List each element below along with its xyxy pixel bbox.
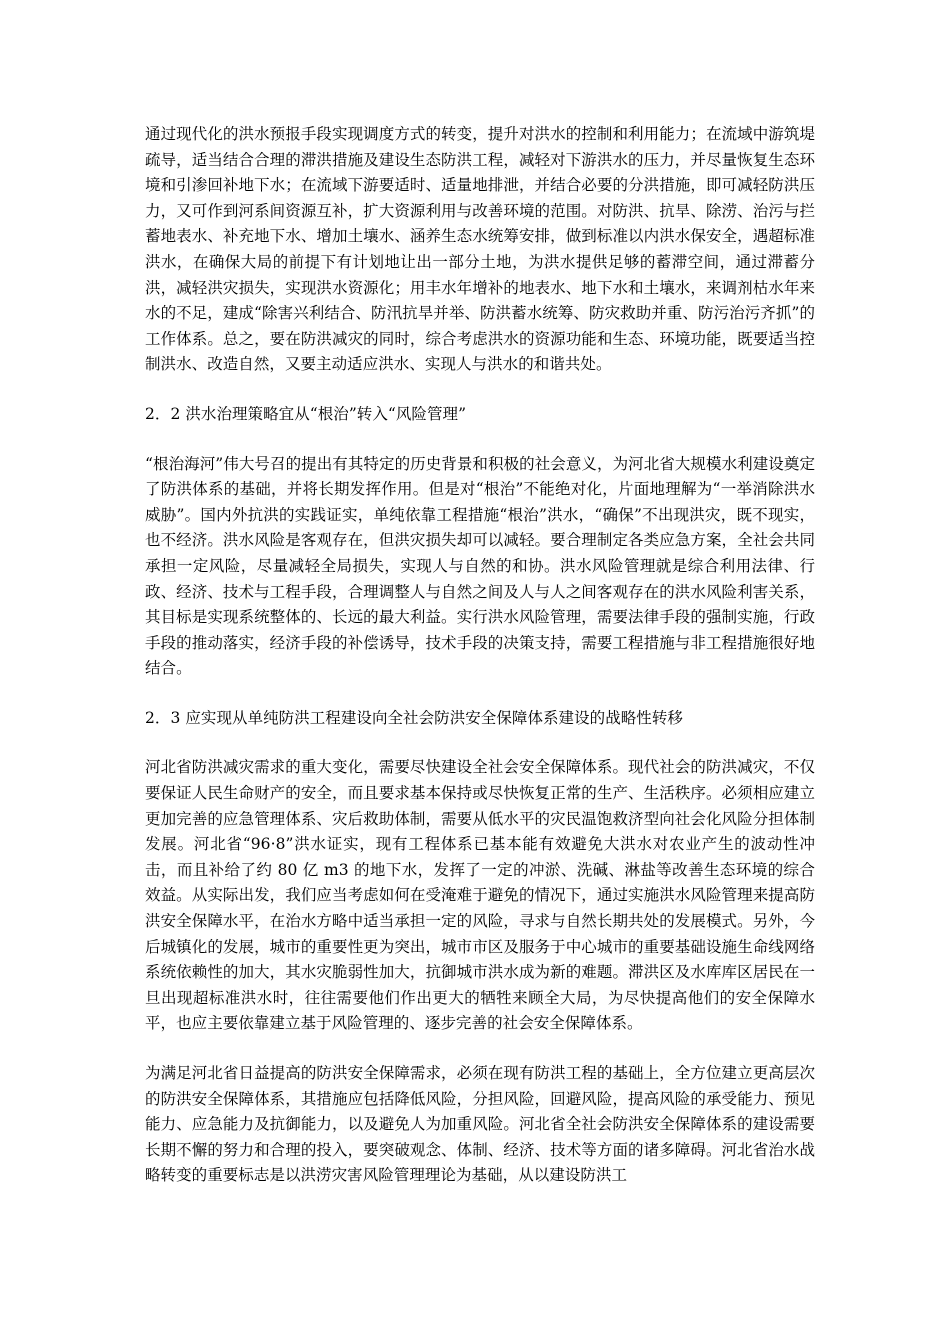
paragraph-safety-system: 河北省防洪减灾需求的重大变化，需要尽快建设全社会安全保障体系。现代社会的防洪减灾，不仅要保证人民生命财产的安全，而且要求基本保持或尽快恢复正常的生产、生活秩序。必须相应建立更加完善的应急管理体系、灾后救助体制，需要从低水平的灾民温饱救济型向社会化风险分担体制发展。河北省“96·8”洪水证实，现有工程体系已基本能有效避免大洪水对农业产生的波动性冲击，而且补给了约 80 亿 m3 的地下水，发挥了一定的冲淤、洗碱、淋盐等改善生态环境的综合效益。从实际出发，我们应当考虑如何在受淹难于避免的情况下，通过实施洪水风险管理来提高防洪安全保障水平，在治水方略中适当承担一定的风险，寻求与自然长期共处的发展模式。另外，今后城镇化的发展，城市的重要性更为突出，城市市区及服务于中心城市的重要基础设施生命线网络系统依赖性的加大，其水灾脆弱性加大，抗御城市洪水成为新的难题。滞洪区及水库库区居民在一旦出现超标准洪水时，往往需要他们作出更大的牺牲来顾全大局，为尽快提高他们的安全保障水平，也应主要依靠建立基于风险管理的、逐步完善的社会安全保障体系。: [145, 758, 815, 1033]
document-page: [145, 122, 815, 1213]
section-heading-2-2: 2．2 洪水治理策略宜从“根治”转入“风险管理”: [145, 404, 467, 423]
paragraph-risk-management: “根治海河”伟大号召的提出有其特定的历史背景和积极的社会意义，为河北省大规模水利建设奠定了防洪体系的基础，并将长期发挥作用。但是对“根治”不能绝对化，片面地理解为“一举消除洪水威胁”。国内外抗洪的实践证实，单纯依靠工程措施“根治”洪水，“确保”不出现洪灾，既不现实，也不经济。洪水风险是客观存在，但洪灾损失却可以减轻。要合理制定各类应急方案，全社会共同承担一定风险，尽量减轻全局损失，实现人与自然的和协。洪水风险管理就是综合利用法律、行政、经济、技术与工程手段，合理调整人与自然之间及人与人之间客观存在的洪水风险利害关系，其目标是实现系统整体的、长远的最大利益。实行洪水风险管理，需要法律手段的强制实施，行政手段的推动落实，经济手段的补偿诱导，技术手段的决策支持，需要工程措施与非工程措施很好地结合。: [145, 454, 815, 678]
paragraph-safety-needs: 为满足河北省日益提高的防洪安全保障需求，必须在现有防洪工程的基础上，全方位建立更高层次的防洪安全保障体系，其措施应包括降低风险，分担风险，回避风险，提高风险的承受能力、预见能力、应急能力及抗御能力，以及避免人为加重风险。河北省全社会防洪安全保障体系的建设需要长期不懈的努力和合理的投入，要突破观念、体制、经济、技术等方面的诸多障碍。河北省治水战略转变的重要标志是以洪涝灾害风险管理理论为基础，从以建设防洪工: [145, 1064, 815, 1185]
paragraph-flood-control-strategy: 通过现代化的洪水预报手段实现调度方式的转变，提升对洪水的控制和利用能力；在流域中游筑堤疏导，适当结合合理的滞洪措施及建设生态防洪工程，减轻对下游洪水的压力，并尽量恢复生态环境和引渗回补地下水；在流域下游要适时、适量地排泄，并结合必要的分洪措施，即可减轻防洪压力，又可作到河系间资源互补，扩大资源利用与改善环境的范围。对防洪、抗旱、除涝、治污与拦蓄地表水、补充地下水、增加土壤水、涵养生态水统筹安排，做到标准以内洪水保安全，遇超标准洪水，在确保大局的前提下有计划地让出一部分土地，为洪水提供足够的蓄滞空间，通过滞蓄分洪，减轻洪灾损失，实现洪水资源化；用丰水年增补的地表水、地下水和土壤水，来调剂枯水年来水的不足，建成“除害兴利结合、防汛抗旱并举、防洪蓄水统筹、防灾救助并重、防污治污齐抓”的工作体系。总之，要在防洪减灾的同时，综合考虑洪水的资源功能和生态、环境功能，既要适当控制洪水、改造自然，又要主动适应洪水、实现人与洪水的和谐共处。: [145, 125, 815, 374]
section-heading-2-3: 2．3 应实现从单纯防洪工程建设向全社会防洪安全保障体系建设的战略性转移: [145, 708, 683, 727]
